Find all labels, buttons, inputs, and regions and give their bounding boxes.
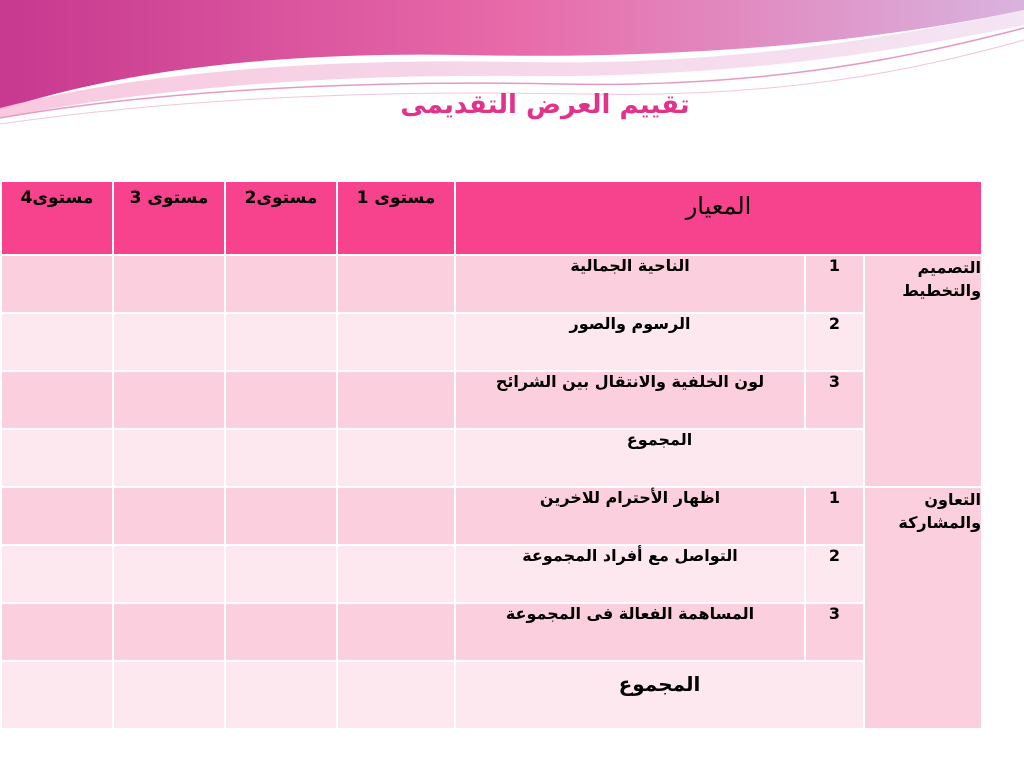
score-cell[interactable] [113,603,225,661]
score-cell[interactable] [337,429,455,487]
criterion-item: الرسوم والصور [455,313,805,371]
item-number: 2 [805,545,864,603]
score-cell[interactable] [1,661,113,729]
score-cell[interactable] [113,545,225,603]
score-cell[interactable] [1,429,113,487]
criterion-item: لون الخلفية والانتقال بين الشرائح [455,371,805,429]
score-cell[interactable] [225,603,337,661]
item-number: 1 [805,487,864,545]
score-cell[interactable] [1,545,113,603]
category-cell: التعاون والمشاركة [864,487,982,729]
total-label: المجموع [455,429,864,487]
category-cell: التصميم والتخطيط [864,255,982,487]
table-row [1,255,982,313]
level-2-header: مستوى2 [225,181,337,255]
score-cell[interactable] [337,661,455,729]
score-cell[interactable] [113,487,225,545]
score-cell[interactable] [113,313,225,371]
score-cell[interactable] [225,371,337,429]
total-label: المجموع [455,661,864,729]
score-cell[interactable] [225,487,337,545]
score-cell[interactable] [225,313,337,371]
total-row [1,661,982,729]
score-cell[interactable] [1,255,113,313]
item-number: 2 [805,313,864,371]
score-cell[interactable] [337,603,455,661]
page-title: تقييم العرض التقديمى [400,90,690,120]
level-3-header: مستوى 3 [113,181,225,255]
score-cell[interactable] [337,487,455,545]
score-cell[interactable] [113,255,225,313]
item-number: 3 [805,371,864,429]
score-cell[interactable] [113,661,225,729]
criterion-item: الناحية الجمالية [455,255,805,313]
score-cell[interactable] [1,313,113,371]
score-cell[interactable] [1,603,113,661]
score-cell[interactable] [113,371,225,429]
criterion-item: المساهمة الفعالة فى المجموعة [455,603,805,661]
table-row [1,371,982,429]
table-row [1,313,982,371]
rubric-table [0,180,983,730]
total-row [1,429,982,487]
table-row [1,487,982,545]
score-cell[interactable] [337,371,455,429]
score-cell[interactable] [113,429,225,487]
criterion-item: التواصل مع أفراد المجموعة [455,545,805,603]
item-number: 1 [805,255,864,313]
table-row [1,603,982,661]
score-cell[interactable] [225,545,337,603]
criterion-item: اظهار الأحترام للاخرين [455,487,805,545]
score-cell[interactable] [337,545,455,603]
table-row [1,545,982,603]
score-cell[interactable] [225,661,337,729]
level-1-header: مستوى 1 [337,181,455,255]
item-number: 3 [805,603,864,661]
header-row [1,181,982,255]
score-cell[interactable] [225,255,337,313]
score-cell[interactable] [1,487,113,545]
level-4-header: مستوى4 [1,181,113,255]
score-cell[interactable] [1,371,113,429]
criterion-header: المعيار [455,181,982,255]
score-cell[interactable] [225,429,337,487]
score-cell[interactable] [337,255,455,313]
score-cell[interactable] [337,313,455,371]
